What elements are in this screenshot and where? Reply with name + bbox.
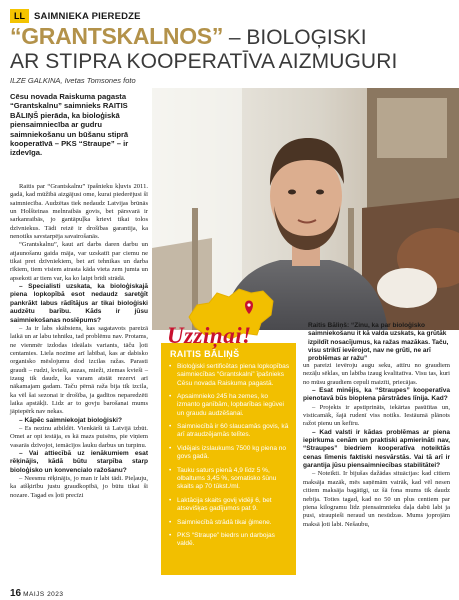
photo-caption: Raitis Bāliņš: “Zinu, ka par bioloģisko saimniekošanu it kā valda uzskats, ka grūtāk izpildīt nosacījumus, ka ražas mazākas. Taču, visu striktī ievērojot, nav ne grūti, ne arī problēmas ar ražu” — [308, 322, 449, 363]
list-item: • Bioloģiski sertificētas piena lopkopības saimniecības “Grantskalni” īpašnieks Cēsu novada Raiskuma pagastā. — [169, 363, 291, 388]
rubric-label: SAIMNIEKA PIEREDZE — [34, 10, 141, 22]
list-item: • Saimniecībā ir 60 slaucamās govis, kā arī atraudzējamās telītes. — [169, 423, 291, 440]
interview-question: – Specialisti uzskata, ka bioloģiskajā piena lopkopībā esot nedaudz saretģīt pankrākt labus rādītājus ar tikai bioloģiski audzētu barību. Kāds ir jūsu saimniekošanas noslēpums? — [10, 283, 148, 324]
sidebar-person-name: RAITIS BĀLIŅŠ — [170, 349, 240, 359]
byline: ILZE GALKINA, Ivetas Tomsones foto — [10, 76, 136, 85]
info-sidebar — [161, 283, 296, 575]
interview-question: – Vai attiecībā uz ienākumiem esat rēķinājis, kādā būtu starpība starp bioloģisko un konvencialo ražošanu? — [10, 450, 148, 474]
list-item: • Vidējais izslaukums 7500 kg piena no govs gadā. — [169, 445, 291, 462]
body-column-1 — [10, 183, 148, 500]
page-folio — [10, 583, 64, 600]
sidebar-facts-list — [169, 363, 291, 554]
paragraph: Raitis par “Grantskalnu” īpašnieku kļuvis 2011. gadā, kad mūžībā aizgājusi ome, kurai piederējusi šī saimniecība. Audzētas tiek nedaudz Latvijas brūnās un Holšteinas melnraibās govis, bet pārsvarā ir sarkanraibās, jo gantāpuļka krievi tikai tolos dzīvniekus. Tādi reizē ir drošības garantija, ka nenotiks savstarpēja savairošanās. — [10, 183, 148, 241]
interview-question: – Esat minējis, ka “Straupes” kooperatīva pienotavā būs bioplena pārstrādes līnija. Kad? — [303, 387, 450, 403]
paragraph: “Grantskalnu”, kaut arī darbs daren darbu un atjaunošanu gaida māja, var uzskatīt par ciemu ne tikai pret dzīvniekiem, bet arī tehnikas un darba rīkiem, tiem visiem atrasta kāda vieta zem jumta un apsekoti ar tiem var, ka ko laipt brīdi strādā. — [10, 241, 148, 282]
headline-line-1-rest: – BIOLOĢISKI — [223, 26, 367, 49]
interview-answer: – Es nezinu atbildēt. Vienkārši tā Latvijā izbūt. Omei ar opi iestāja, es kā mazs puisēns, pie viņiem vasarās dzīvojot, iemācījos lauku darbus un turpinu. — [10, 424, 148, 449]
issue-date: MAIJS 2023 — [23, 591, 64, 598]
list-item: • PKS “Straupe” biedrs un darbojas valdē. — [169, 532, 291, 549]
list-item: • Tauku saturs pienā 4,9 līdz 5 %, olbaltums 3,45 %, somatisko šūnu skaits ap 70 tūkst./ml. — [169, 467, 291, 492]
headline-line-1 — [10, 24, 450, 50]
rubric-badge: LL — [10, 9, 29, 23]
list-item: • Saimniecībā strādā tikai ģimene. — [169, 519, 291, 527]
headline — [10, 24, 450, 74]
sidebar-title: Uzziņai! — [167, 323, 252, 348]
lead-paragraph: Cēsu novada Raiskuma pagasta “Grantskalnu” saimnieks RAITIS BĀLIŅŠ pierāda, ka bioloģiskā piensaimniecība ar gudru saimniekošanu un būšanu stiprā kooperatīvā – PKS “Straupe” – ir izdevīga. — [10, 92, 129, 158]
body-column-3 — [303, 362, 450, 529]
interview-question: – Kad valsti ir kādas problēmas ar piena iepirkuma cenām un praktiski apmierināti nav, “Straupes” biedriem kooperatīva noteiktās cenas līmenis faktiski nesvārstās. Vai tā arī ir garantija jūsu piensaimniecības stabilitātei? — [303, 428, 450, 470]
interview-answer: – Neesmu rēķinājis, jo man ir labi tādi. Pieļauju, ka atšķirību justu graudkopībā, jo būtu tikai ši nozare. Tagad es ļoti precīzi — [10, 475, 148, 499]
interview-answer: – Noteikti. Ir bijušas dažādas situācijas: kad citiem maksāja mazāk, mēs saņēmām vairāk, kad vēl nesen citiem maksāja bagātīgi, uz šā fona mums tik daudz nebija. Toties tagad, kad no 50 un plus centiem par piena kilogramu līdz piensaimnieku daļa dabū labi ja pusi, straupieši neraud un nesūdzas. Mums joprojām maksā ļoti labi. Nešaubu, — [303, 470, 450, 528]
interview-question: – Kāpēc saimniekojat bioloģiski? — [19, 416, 122, 424]
list-item: • Apsaimnieko 245 ha zemes, ko izmanto ganībām, lopbarības iegūvei un graudu audzēšanai. — [169, 393, 291, 418]
interview-answer: – Ja ir labs skābsiens, kas sagatavots pareizā laikā un ar labu tehniku, tad problēmu nav. Protams, ne vienmēr izdodas ideālais variants, tāču ļoti centamies. Liela nozīme arī labībai, kas ar dabisko organisko mēslojumu dod izcilas ražas. Parasti graudi – rudzi, kvieši, auzas, mieži, ziemas kvieši – izaug tik daudz, ka varam atstāt rezervi arī nākamajam gadam. Taču pērnā raža bija tik izcila, ka vēl šai sezonai ir drošība, ja gadītos neparedzēti laika apstākļi. Lidz ar to govju barošanai mums jāpiepērk nav nekas. — [10, 324, 148, 416]
paragraph: un pareizi ievēroju augu seku, attīru no graudiem nezāļu sēklas, un labība izaug kvalitatīva. Visu tas, kuri no mūsu graudiem cepuli maizīti, priecājas. — [303, 362, 450, 386]
list-item: • Laktācija skaits govij vidēji 6, bet atsevišķas gadījumos pat 9. — [169, 497, 291, 514]
interview-answer: – Projekts ir apstiprināts, iekārtas pasūtītas un, visticamāk, šajā rudenī viss notiks. Iestāumā plānots ražot pienu un kefīru. — [303, 403, 450, 428]
rubric — [10, 9, 141, 23]
headline-quoted-name: “GRANTSKALNOS” — [10, 23, 224, 49]
headline-line-2: AR STIPRA KOOPERATĪVA AIZMUGURI — [10, 50, 398, 73]
page-number: 16 — [10, 588, 22, 599]
